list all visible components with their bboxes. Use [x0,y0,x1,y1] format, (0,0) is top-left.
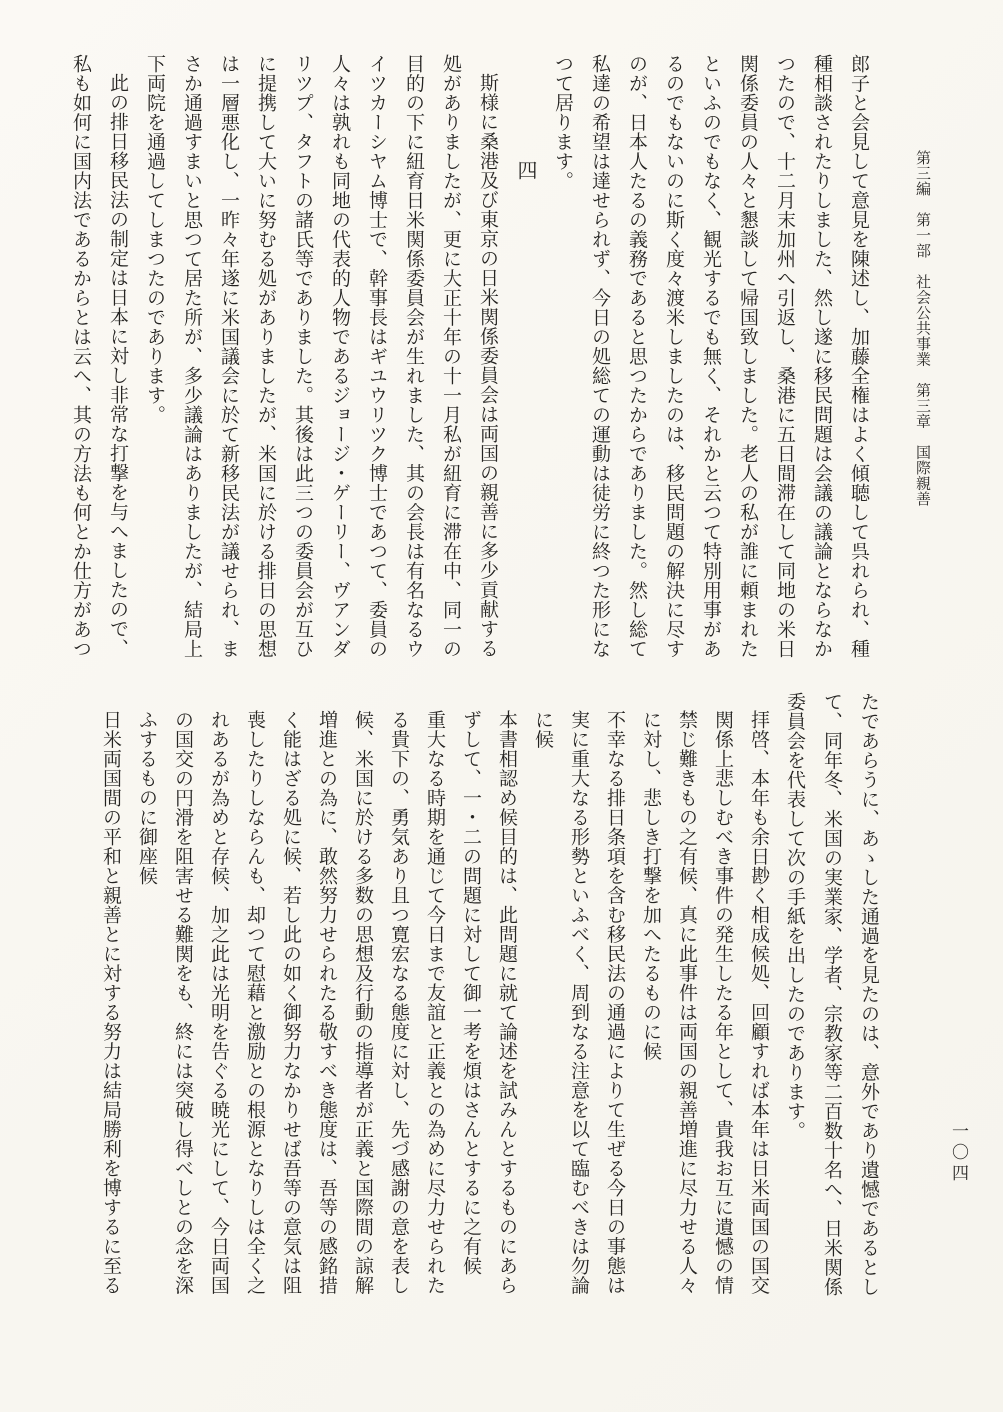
text-column: 郎子と会見して意見を陳述し、加藤全権はよく傾聴して呉れられ、種 [848,54,869,659]
letter-column: 拝啓、本年も余日尠く相成候処、回顧すれば本年は日米両国の国交 [748,710,769,1295]
letter-column: に対し、悲しき打撃を加へたるものに候 [640,710,661,1061]
letter-column: 実に重大なる形勢といふべく、周到なる注意を以て臨むべきは勿論 [568,710,589,1295]
text-column: 処がありましたが、更に大正十年の十一月私が紐育に滞在中、同一の [440,54,461,659]
section-heading: 四 [514,160,536,181]
running-head-text: 第三編 第一部 社会公共事業 第三章 国際親善 [914,150,930,507]
letter-quote [92,692,776,1336]
letter-column: ふするものに御座候 [136,710,157,886]
letter-column: れあるが為めと存候、加之此は光明を告ぐる暁光にして、今日両国 [208,710,229,1295]
running-head [912,150,933,507]
letter-column: 喪したりしならんも、却つて慰藉と激励との根源となりしは全く之 [244,710,265,1295]
text-column: 人々は孰れも同地の代表的人物であるジョージ・ゲーリー、ヴアンダ [329,54,350,659]
bottom-text-block [69,692,887,1336]
letter-column: 不幸なる排日条項を含む移民法の通過によりて生ぜる今日の事態は [604,710,625,1295]
text-column: 種相談されたりしました、然し遂に移民問題は会議の議論とならなか [811,54,832,659]
text-column: 私も如何に国内法であるからとは云へ、其の方法も何とか仕方があつ [70,54,91,659]
letter-column: に候 [532,710,553,749]
text-column: 斯様に桑港及び東京の日米関係委員会は両国の親善に多少貢献する [477,73,498,658]
text-column: るのでもないのに斯く度々渡米しましたのは、移民問題の解決に尽す [663,54,684,659]
letter-column: く能はざる処に候、若し此の如く御努力なかりせば吾等の意気は阻 [280,710,301,1295]
text-column: は一層悪化し、一昨々年遂に米国議会に於て新移民法が議せられ、ま [218,54,239,659]
text-column: のが、日本人たるの義務であると思つたからでありました。然し総て [626,54,647,659]
text-column: リツプ、タフトの諸氏等でありました。其後は此三つの委員会が互ひ [292,54,313,659]
text-column: に提携して大いに努むる処がありましたが、米国に於ける排日の思想 [255,54,276,659]
letter-column: 日米両国間の平和と親善とに対する努力は結局勝利を博するに至る [100,710,121,1295]
letter-column: 増進との為に、敢然努力せられたる敬すべき態度は、吾等の感銘措 [316,710,337,1295]
letter-column: 禁じ難きもの之有候、真に此事件は両国の親善増進に尽力せる人々 [676,710,697,1295]
text-column: 此の排日移民法の制定は日本に対し非常な打撃を与へましたので、 [107,73,128,658]
letter-column: 重大なる時期を通じて今日まで友誼と正義との為めに尽力せられた [424,710,445,1295]
letter-column: ずして、一・二の問題に対して御一考を煩はさんとするに之有候 [460,710,481,1276]
text-column: つたので、十二月末加州へ引返し、桑港に五日間滞在して同地の米日 [774,54,795,659]
text-column: たであらうに、あゝした通過を見たのは、意外であり遺憾であるとし [858,692,879,1297]
page-number-text: 一〇四 [949,1122,968,1185]
letter-column: る貴下の、勇気あり且つ寛宏なる態度に対し、先づ感謝の意を表し [388,710,409,1295]
text-column: 関係委員の人々と懇談して帰国致しました。老人の私が誰に頼まれた [737,54,758,659]
letter-column: 本書相認め候目的は、此問題に就て論述を試みんとするものにあら [496,710,517,1295]
letter-column: 関係上悲しむべき事件の発生したる年として、貴我お互に遺憾の情 [712,710,733,1295]
text-column: 下両院を通過してしまつたのであります。 [144,54,165,425]
top-text-block [59,54,877,668]
text-column: といふのでもなく、観光するでも無く、それかと云つて特別用事があ [700,54,721,659]
text-column: 委員会を代表して次の手紙を出したのであります。 [784,692,805,1141]
text-column: 目的の下に紐育日米関係委員会が生れました、其の会長は有名なるウ [403,54,424,659]
letter-column: 候、米国に於ける多数の思想及行動の指導者が正義と国際間の諒解 [352,710,373,1295]
text-column: て、同年冬、米国の実業家、学者、宗教家等二百数十名へ、日米関係 [821,692,842,1297]
text-column: イツカーシヤム博士で、幹事長はギユウリツク博士であつて、委員の [366,54,387,659]
text-column: つて居ります。 [552,54,573,191]
text-column: 私達の希望は達せられず、今日の処総ての運動は徒労に終つた形にな [589,54,610,659]
text-column: さか通過すまいと思つて居た所が、多少議論はありましたが、結局上 [181,54,202,659]
page-number [946,1122,971,1185]
letter-column: の国交の円滑を阻害せる難関をも、終には突破し得べしとの念を深 [172,710,193,1295]
